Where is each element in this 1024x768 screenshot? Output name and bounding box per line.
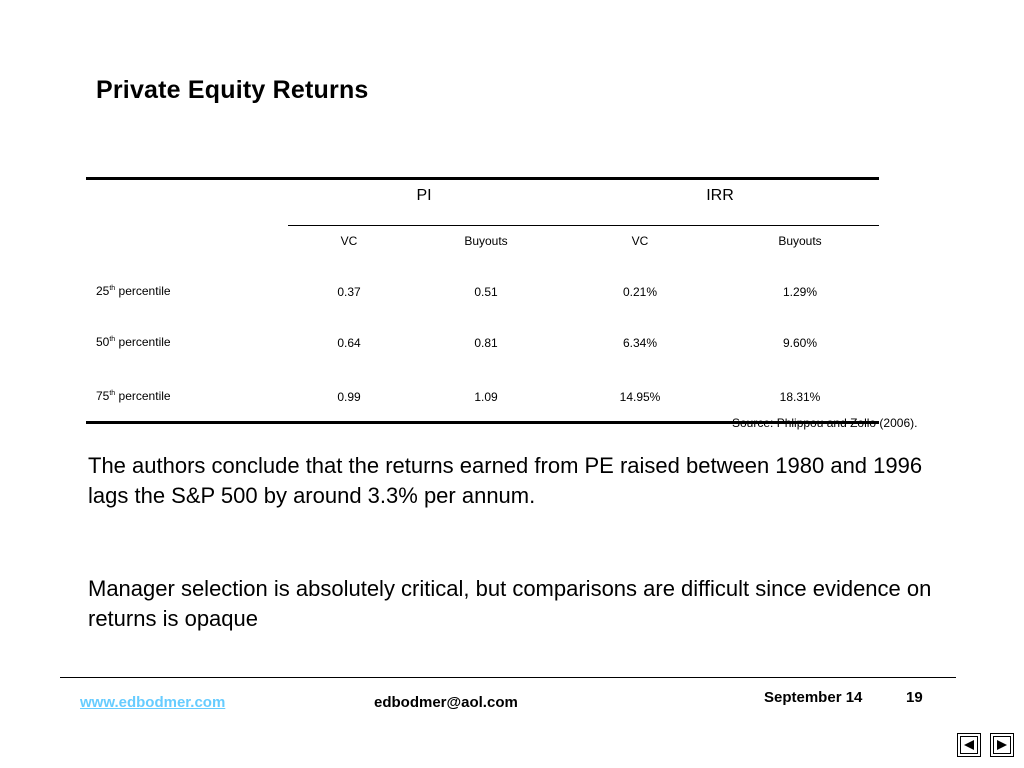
table-cell: 18.31%: [779, 390, 821, 404]
triangle-right-icon: [994, 737, 1010, 753]
website-link[interactable]: www.edbodmer.com: [80, 694, 226, 711]
table-cell: 0.64: [337, 336, 361, 350]
table-cell: 0.81: [474, 336, 498, 350]
table-cell: 0.99: [337, 390, 361, 404]
subheader-irr-buyouts: Buyouts: [778, 234, 822, 248]
subheader-irr-vc: VC: [631, 234, 649, 248]
body-paragraph-conclusion: The authors conclude that the returns earned from PE raised between 1980 and 1996 lags the S&P 500 by around 3.3% per annum.: [88, 453, 923, 508]
footer-email: edbodmer@aol.com: [374, 694, 518, 711]
footer-divider: [60, 677, 956, 678]
table-cell: 0.51: [474, 285, 498, 299]
table-top-rule: [86, 177, 879, 180]
subheader-pi-vc: VC: [340, 234, 358, 248]
row-label-25th: 25th percentile: [96, 284, 171, 298]
previous-slide-button[interactable]: [957, 733, 981, 757]
table-cell: 0.21%: [622, 285, 658, 299]
row-label-50th: 50th percentile: [96, 335, 171, 349]
table-source-note: Source: Phlippou and Zollo (2006).: [732, 416, 918, 430]
body-paragraph-manager-selection: Manager selection is absolutely critical, but comparisons are difficult since evidence on returns is opaque: [88, 576, 932, 631]
group-header-pi: PI: [416, 187, 432, 204]
row-label-75th: 75th percentile: [96, 389, 171, 403]
footer-date: September 14: [764, 689, 863, 706]
table-cell: 9.60%: [782, 336, 818, 350]
subheader-pi-buyouts: Buyouts: [464, 234, 508, 248]
table-cell: 6.34%: [622, 336, 658, 350]
group-header-rule: [288, 225, 879, 226]
triangle-left-icon: [961, 737, 977, 753]
next-slide-button[interactable]: [990, 733, 1014, 757]
table-cell: 14.95%: [619, 390, 661, 404]
group-header-irr: IRR: [706, 187, 734, 204]
page-number: 19: [906, 689, 923, 706]
table-cell: 1.29%: [782, 285, 818, 299]
table-cell: 1.09: [474, 390, 498, 404]
slide-title: Private Equity Returns: [96, 76, 369, 104]
table-cell: 0.37: [337, 285, 361, 299]
